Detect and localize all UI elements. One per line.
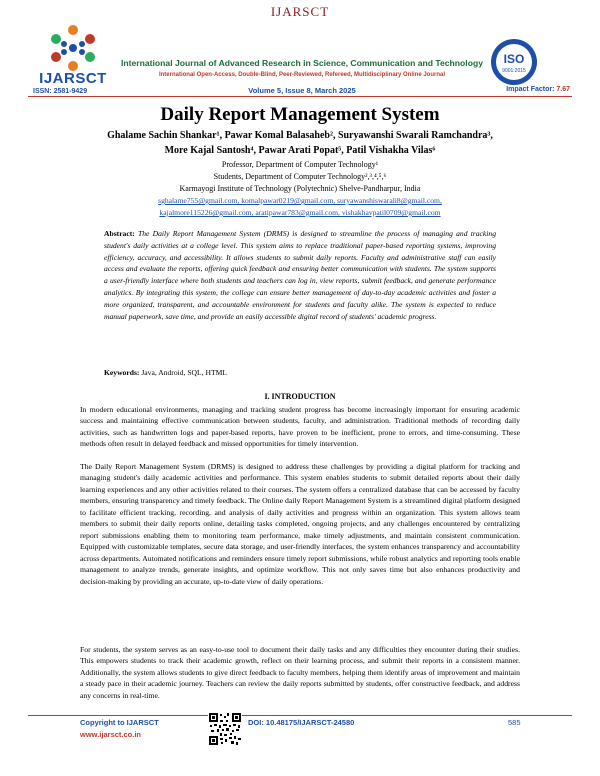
journal-brand: IJARSCT bbox=[270, 4, 330, 19]
keywords-label: Keywords: bbox=[104, 368, 140, 377]
abstract-text: The Daily Report Management System (DRMS) is designed to streamline the process of managing and tracking student's daily activities at a college level. This system aims to replace traditional paper-based reporting systems, improving efficiency, accuracy, and accessibility. It allows students to submit daily reports. Faculty and administrative staff can easily access and evaluate the reports, offering quick feedback and ensuring better communication with students. The system supports a user-friendly interface where both students and teachers can log in, view reports, submit feedback, and generate performance analytics. By integrating this system, the college can ensure better management of day-to-day academic activities and foster a more organized, transparent, and accountable environment for students and faculty alike. The system is expected to reduce manual paperwork, save time, and provide an easily accessible digital record of students' academic progress. bbox=[104, 229, 496, 321]
issn: ISSN: 2581-9429 bbox=[33, 88, 88, 95]
email-list-line-2[interactable]: kajalmore115226@gmail.com, aratipawar783@gmail.com, vishakhavpatil0709@gmail.com bbox=[159, 208, 441, 217]
journal-tagline: International Open-Access, Double-Blind, Peer-Reviewed, Refereed, Multidisciplinary Online Journal bbox=[158, 72, 446, 78]
section-heading: I. INTRODUCTION bbox=[264, 392, 336, 401]
iso-certification-icon bbox=[490, 38, 538, 86]
affiliation-1: Professor, Department of Computer Technology¹ bbox=[221, 160, 379, 169]
affiliation-2: Students, Department of Computer Technology²,³,⁴,⁵,⁶ bbox=[213, 172, 387, 181]
abstract bbox=[104, 228, 496, 322]
website-link[interactable]: www.ijarsct.co.in bbox=[80, 730, 141, 739]
impact-factor: Impact Factor: 7.67 bbox=[506, 86, 570, 93]
email-list-line-1[interactable]: sghalame755@gmail.com, komalpawar0219@gmail.com, suryawanshiswarali8@gmail.com, bbox=[158, 196, 442, 205]
intro-paragraph-3: For students, the system serves as an easy-to-use tool to document their daily tasks and any difficulties they encounter during their studies. This empowers students to track their academic growth, reflect on their learning process, and submit their reports in a consistent manner. Additionally, the system allows students to give direct feedback to faculty members, helping them identify areas of improvement and maintain a steady pace in their academic journey. Teachers can review the daily reports submitted by students, offer constructive feedback, and address any concerns in real-time. bbox=[80, 645, 520, 700]
volume-issue: Volume 5, Issue 8, March 2025 bbox=[248, 86, 356, 95]
qr-code-icon bbox=[208, 712, 242, 746]
iso-number: 9001:2015 bbox=[502, 68, 526, 74]
authors-line-1: Ghalame Sachin Shankar¹, Pawar Komal Balasaheb², Suryawanshi Swarali Ramchandra³, bbox=[107, 130, 493, 141]
intro-paragraph-2: The Daily Report Management System (DRMS) is designed to address these challenges by providing a digital platform for tracking and managing student's daily academic activities and performance. This system enables students to submit detailed reports about their daily learning experiences and any other activities related to their courses. The system offers a centralized database that can be accessed by faculty members, ensuring transparency and timely feedback. The Online daily Report Management System is a streamlined digital platform designed to facilitate efficient tracking, recording, and analysis of daily activities and progress within an organization. This system allows team members to submit their daily reports online, detailing tasks completed, ongoing projects, and any challenges encountered by centralizing report submissions enabling them to monitoring team performance, make timely adjustments, and maintain consistent communication. Equipped with customizable templates, secure data storage, and user-friendly interfaces, the system enhances transparency and accountability across departments. Automated notifications and reminders ensure timely report submissions, while robust analytics and reporting tools enable management to analyze trends, generate insights, and optimize workflow. This not only saves time but also enhances productivity and decision-making by providing an accurate, up-to-date view of daily operations. bbox=[80, 462, 520, 586]
abstract-label: Abstract: bbox=[104, 229, 135, 238]
affiliation-3: Karmayogi Institute of Technology (Polytechnic) Shelve-Pandharpur, India bbox=[179, 184, 421, 193]
keywords bbox=[104, 368, 496, 377]
paper-title: Daily Report Management System bbox=[160, 104, 440, 125]
iso-label: ISO bbox=[503, 52, 525, 66]
footer-divider bbox=[28, 715, 572, 716]
copyright: Copyright to IJARSCT bbox=[80, 718, 159, 727]
header-divider bbox=[28, 96, 572, 97]
journal-name: International Journal of Advanced Research in Science, Communication and Technology bbox=[121, 58, 483, 68]
doi[interactable]: DOI: 10.48175/IJARSCT-24580 bbox=[248, 718, 355, 727]
logo-text: IJARSCT bbox=[39, 70, 107, 87]
page-number: 585 bbox=[508, 718, 521, 727]
keywords-text: Java, Android, SQL, HTML bbox=[141, 368, 227, 377]
intro-paragraph-1: In modern educational environments, managing and tracking student progress has become increasingly important for ensuring academic success and maintaining effective communication between students, faculty, and administration. Traditional methods of recording daily activities, such as handwritten logs and paper-based reports, have proven to be inefficient, prone to errors, and time-consuming. These methods often result in delayed feedback and missed opportunities for timely intervention. bbox=[80, 405, 520, 449]
authors-line-2: More Kajal Santosh⁴, Pawar Arati Popat⁵, Patil Vishakha Vilas⁶ bbox=[164, 145, 436, 156]
